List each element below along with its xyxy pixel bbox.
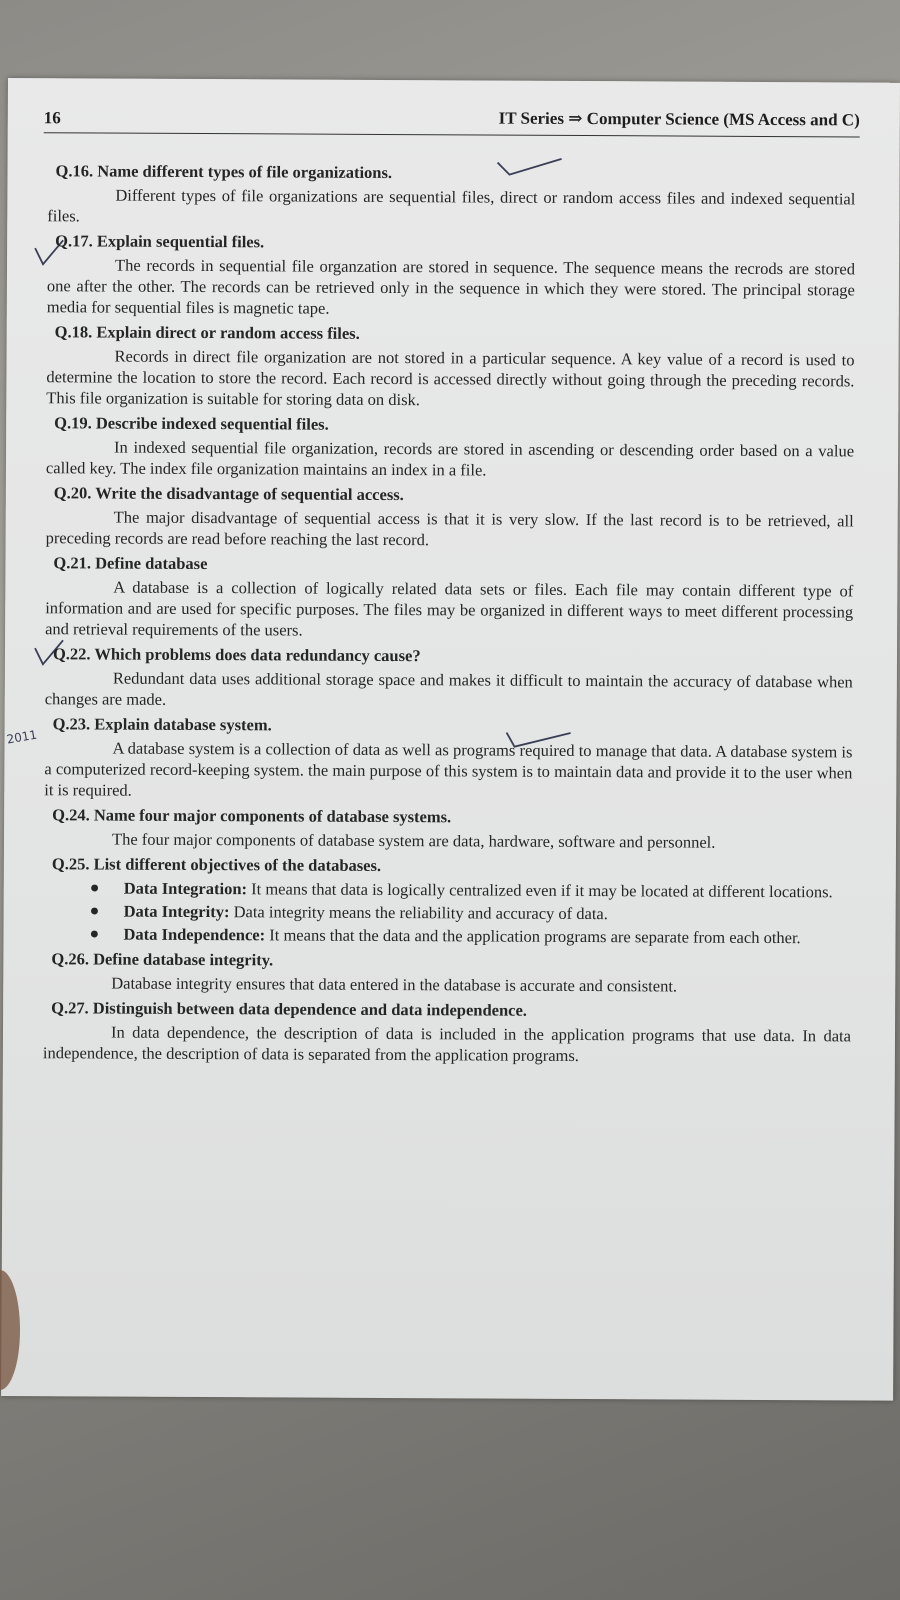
objective-text: It means that the data and the application programs are separate from each other. — [269, 925, 801, 948]
answer-paragraph: In data dependence, the description of data is included in the application programs that use data. In data independence, the description of data is separated from the application programs. — [42, 1022, 852, 1066]
question-heading: Q.17. Explain sequential files. — [55, 231, 265, 252]
list-item — [44, 877, 852, 902]
question-heading: Q.23. Explain database system. — [52, 714, 272, 735]
answer-paragraph: Records in direct file organization are not stored in a particular sequence. A key value of a record is used to determine the location to store the record. Each record is accessed directly without going through the preceding records. This file organization is suitable for storing data on disk. — [46, 346, 855, 410]
answer-paragraph: The major disadvantage of sequential access is that it is very slow. If the last record is to be retrieved, all preceding records are read before reaching the last record. — [45, 507, 854, 550]
answer-paragraph: A database is a collection of logically related data sets or files. Each file may contain different type of information and are used for specific purposes. The files may be organized in different ways to meet different processing and retrieval requirements of the users. — [45, 577, 854, 640]
answer-paragraph: A database system is a collection of data as well as programs required to manage that data. A database system is a computerized record-keeping system. the main purpose of this system is to maintain data and provide it to the user when it is required. — [44, 738, 853, 800]
question-heading: Q.26. Define database integrity. — [51, 949, 274, 970]
page-header — [44, 104, 860, 137]
running-title: IT Series ⇒ Computer Science (MS Access and C) — [498, 108, 860, 130]
question-heading: Q.27. Distinguish between data dependence and data independence. — [51, 998, 527, 1020]
question-heading: Q.16. Name different types of file organizations. — [55, 161, 393, 183]
answer-paragraph: The four major components of database system are data, hardware, software and personnel. — [111, 829, 716, 852]
answer-paragraph: Database integrity ensures that data entered in the database is accurate and consistent. — [111, 973, 678, 996]
answer-paragraph: In indexed sequential file organization, records are stored in ascending or descending order based on a value called key. The index file organization maintains an index in a file. — [45, 437, 855, 480]
list-item — [43, 923, 851, 948]
bullet-icon: ● — [89, 879, 100, 897]
page-number: 16 — [43, 108, 61, 128]
answer-paragraph: The records in sequential file organzation are stored in sequence. The sequence means the recrods are stored one after the other. The records can be retrieved only in the sequence in which they were stored. The principal storage media for sequential files is magnetic tape. — [46, 255, 856, 318]
question-heading: Q.18. Explain direct or random access files. — [54, 322, 360, 343]
objective-term: Data Integrity: — [123, 901, 230, 922]
question-heading: Q.19. Describe indexed sequential files. — [54, 413, 329, 434]
question-heading: Q.21. Define database — [53, 553, 208, 574]
objective-text: It means that data is logically centralized even if it may be located at different locations. — [251, 879, 833, 902]
answer-paragraph: Redundant data uses additional storage space and makes it difficult to maintain the accuracy of database when changes are made. — [44, 668, 853, 709]
list-item — [44, 900, 852, 925]
page-content — [43, 156, 856, 1071]
answer-paragraph: Different types of file organizations are sequential files, direct or random access files and indexed sequential files. — [47, 185, 856, 226]
objective-text: Data integrity means the reliability and accuracy of data. — [233, 902, 608, 924]
question-heading: Q.25. List different objectives of the databases. — [51, 854, 382, 875]
bullet-icon: ● — [89, 925, 100, 943]
question-heading: Q.22. Which problems does data redundancy cause? — [52, 644, 421, 666]
objective-term: Data Integration: — [123, 878, 248, 899]
book-page — [1, 78, 900, 1401]
handwritten-year-note: 2011 — [5, 727, 39, 747]
question-heading: Q.20. Write the disadvantage of sequential access. — [53, 483, 404, 505]
question-heading: Q.24. Name four major components of database systems. — [52, 805, 452, 827]
objectives-list — [43, 877, 851, 948]
objective-term: Data Independence: — [123, 924, 266, 945]
bullet-icon: ● — [89, 902, 100, 920]
